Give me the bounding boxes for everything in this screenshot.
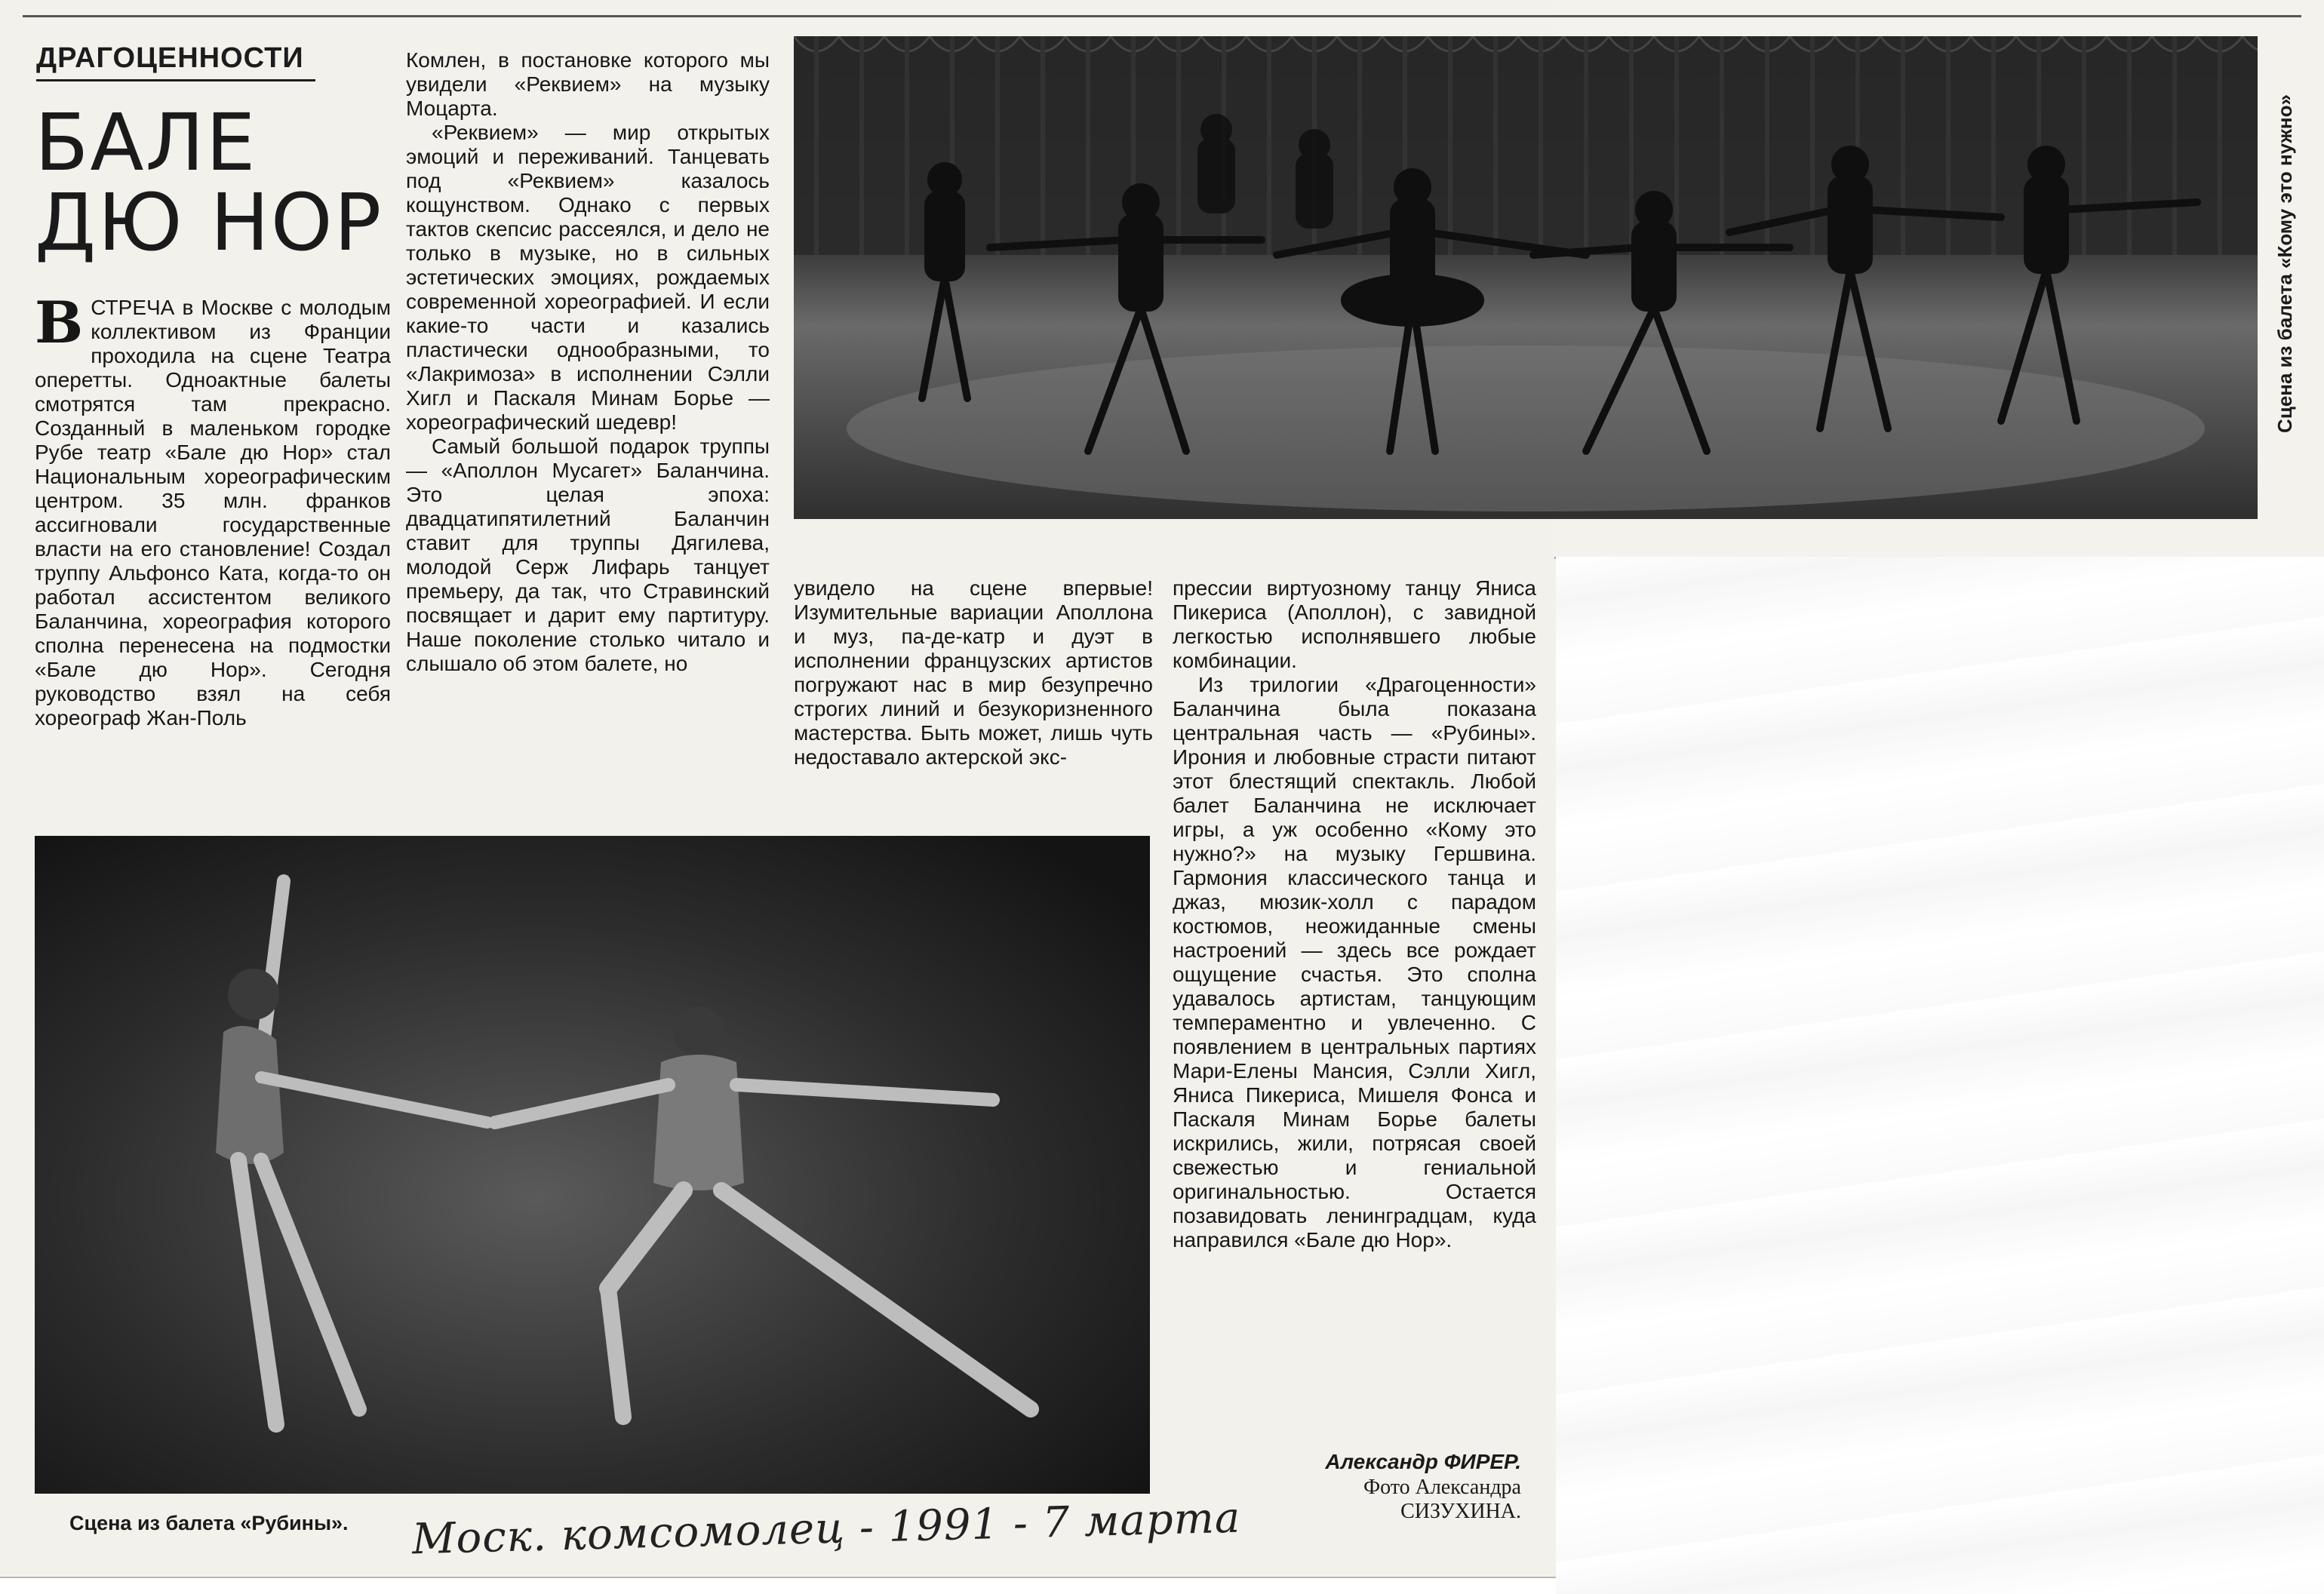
author-byline: Александр ФИРЕР. bbox=[1325, 1450, 1521, 1473]
article-column-1 bbox=[35, 289, 391, 730]
article-paragraph: Из трилогии «Драгоценности» Баланчина была показана центральная часть — «Рубины». Ирония и любовные страсти питают этот блестящий спектакль. Любой балет Баланчина не исключает игры, а уж особенно «Кому это нужно?» на музыку Гершвина. Гармония классического танца и джаз, мюзик-холл с парадом костюмов, неожиданные смены настроений — здесь все рождает ощущение счастья. Это сполна удавалось артистам, танцующим темпераментно и увлеченно. С появлением в центральных партиях Мари-Елены Мансия, Сэлли Хигл, Яниса Пикериса, Мишеля Фонса и Паскаля Минам Борье балеты искрились, жили, потрясая своей свежестью и гениальной оригинальностью. Остается позавидовать ленинградцам, куда направился «Бале дю Нор». bbox=[1173, 673, 1536, 1252]
headline bbox=[35, 97, 397, 269]
photo-credit-line: Фото Александра bbox=[1363, 1476, 1521, 1499]
rubric-label: ДРАГОЦЕННОСТИ bbox=[36, 42, 315, 81]
headline-line-1: БАЛЕ bbox=[35, 97, 257, 189]
duet-photo-image bbox=[35, 836, 1150, 1494]
top-photo-caption bbox=[2264, 48, 2306, 478]
background-paper bbox=[1556, 557, 2324, 1594]
article-column-3 bbox=[794, 576, 1153, 769]
ensemble-photo-image bbox=[794, 36, 2258, 519]
article-paragraph: «Реквием» — мир открытых эмоций и переживаний. Танцевать под «Реквием» казалось кощунством. Однако с первых тактов скепсис рассеялся, и дело не только в музыке, но в сильных эстетических эмоциях, рождаемых современной хореографией. И если какие-то части и казались пластически однообразными, то «Лакримоза» в исполнении Сэлли Хигл и Паскаля Минам Борье — хореографический шедевр! bbox=[406, 121, 770, 434]
bottom-photo-caption: Сцена из балета «Рубины». bbox=[69, 1512, 349, 1534]
top-photo-caption-text: Сцена из балета «Кому это нужно» bbox=[2273, 94, 2296, 433]
top-rule bbox=[23, 15, 2301, 17]
headline-line-2: ДЮ НОР bbox=[35, 177, 383, 269]
ensemble-photo bbox=[794, 36, 2258, 519]
article-paragraph: прессии виртуозному танцу Яниса Пикериса (Аполлон), с завидной легкостью исполнявшего любые комбинации. bbox=[1173, 576, 1536, 672]
photo-credit bbox=[1182, 1476, 1521, 1524]
article-paragraph: увидело на сцене впервые! Изумительные вариации Аполлона и муз, па-де-катр и дуэт в исполнении французских артистов погружают нас в мир безупречно строгих линий и безукоризненного мастерства. Быть может, лишь чуть недоставало актерской экс- bbox=[794, 576, 1153, 769]
article-column-2 bbox=[406, 48, 770, 676]
article-paragraph: ВСТРЕЧА в Москве с молодым коллективом из Франции проходила на сцене Театра оперетты. Одноактные балеты смотрятся там прекрасно. Созданный в маленьком городке Рубе театр «Бале дю Нор» стал Национальным хореографическим центром. 35 млн. франков ассигновали государственные власти на его становление! Создал труппу Альфонсо Ката, когда-то он работал ассистентом великого Баланчина, хореография которого сполна перенесена на подмостки «Бале дю Нор». Сегодня руководство взял на себя хореограф Жан-Поль bbox=[35, 289, 391, 729]
handwritten-source-note: Моск. комсомолец - 1991 - 7 марта bbox=[411, 1493, 1241, 1565]
photo-credit-line: СИЗУХИНА. bbox=[1400, 1500, 1521, 1523]
article-paragraph: Комлен, в постановке которого мы увидели «Реквием» на музыку Моцарта. bbox=[406, 48, 770, 120]
article-column-4 bbox=[1173, 576, 1536, 1252]
duet-photo bbox=[35, 836, 1150, 1494]
article-paragraph: Самый большой подарок труппы — «Аполлон Мусагет» Баланчина. Это целая эпоха: двадцатипятилетний Баланчин ставит для труппы Дягилева, молодой Серж Лифарь танцует премьеру, да так, что Стравинский посвящает и дарит ему партитуру. Наше поколение столько читало и слышало об этом балете, но bbox=[406, 435, 770, 675]
